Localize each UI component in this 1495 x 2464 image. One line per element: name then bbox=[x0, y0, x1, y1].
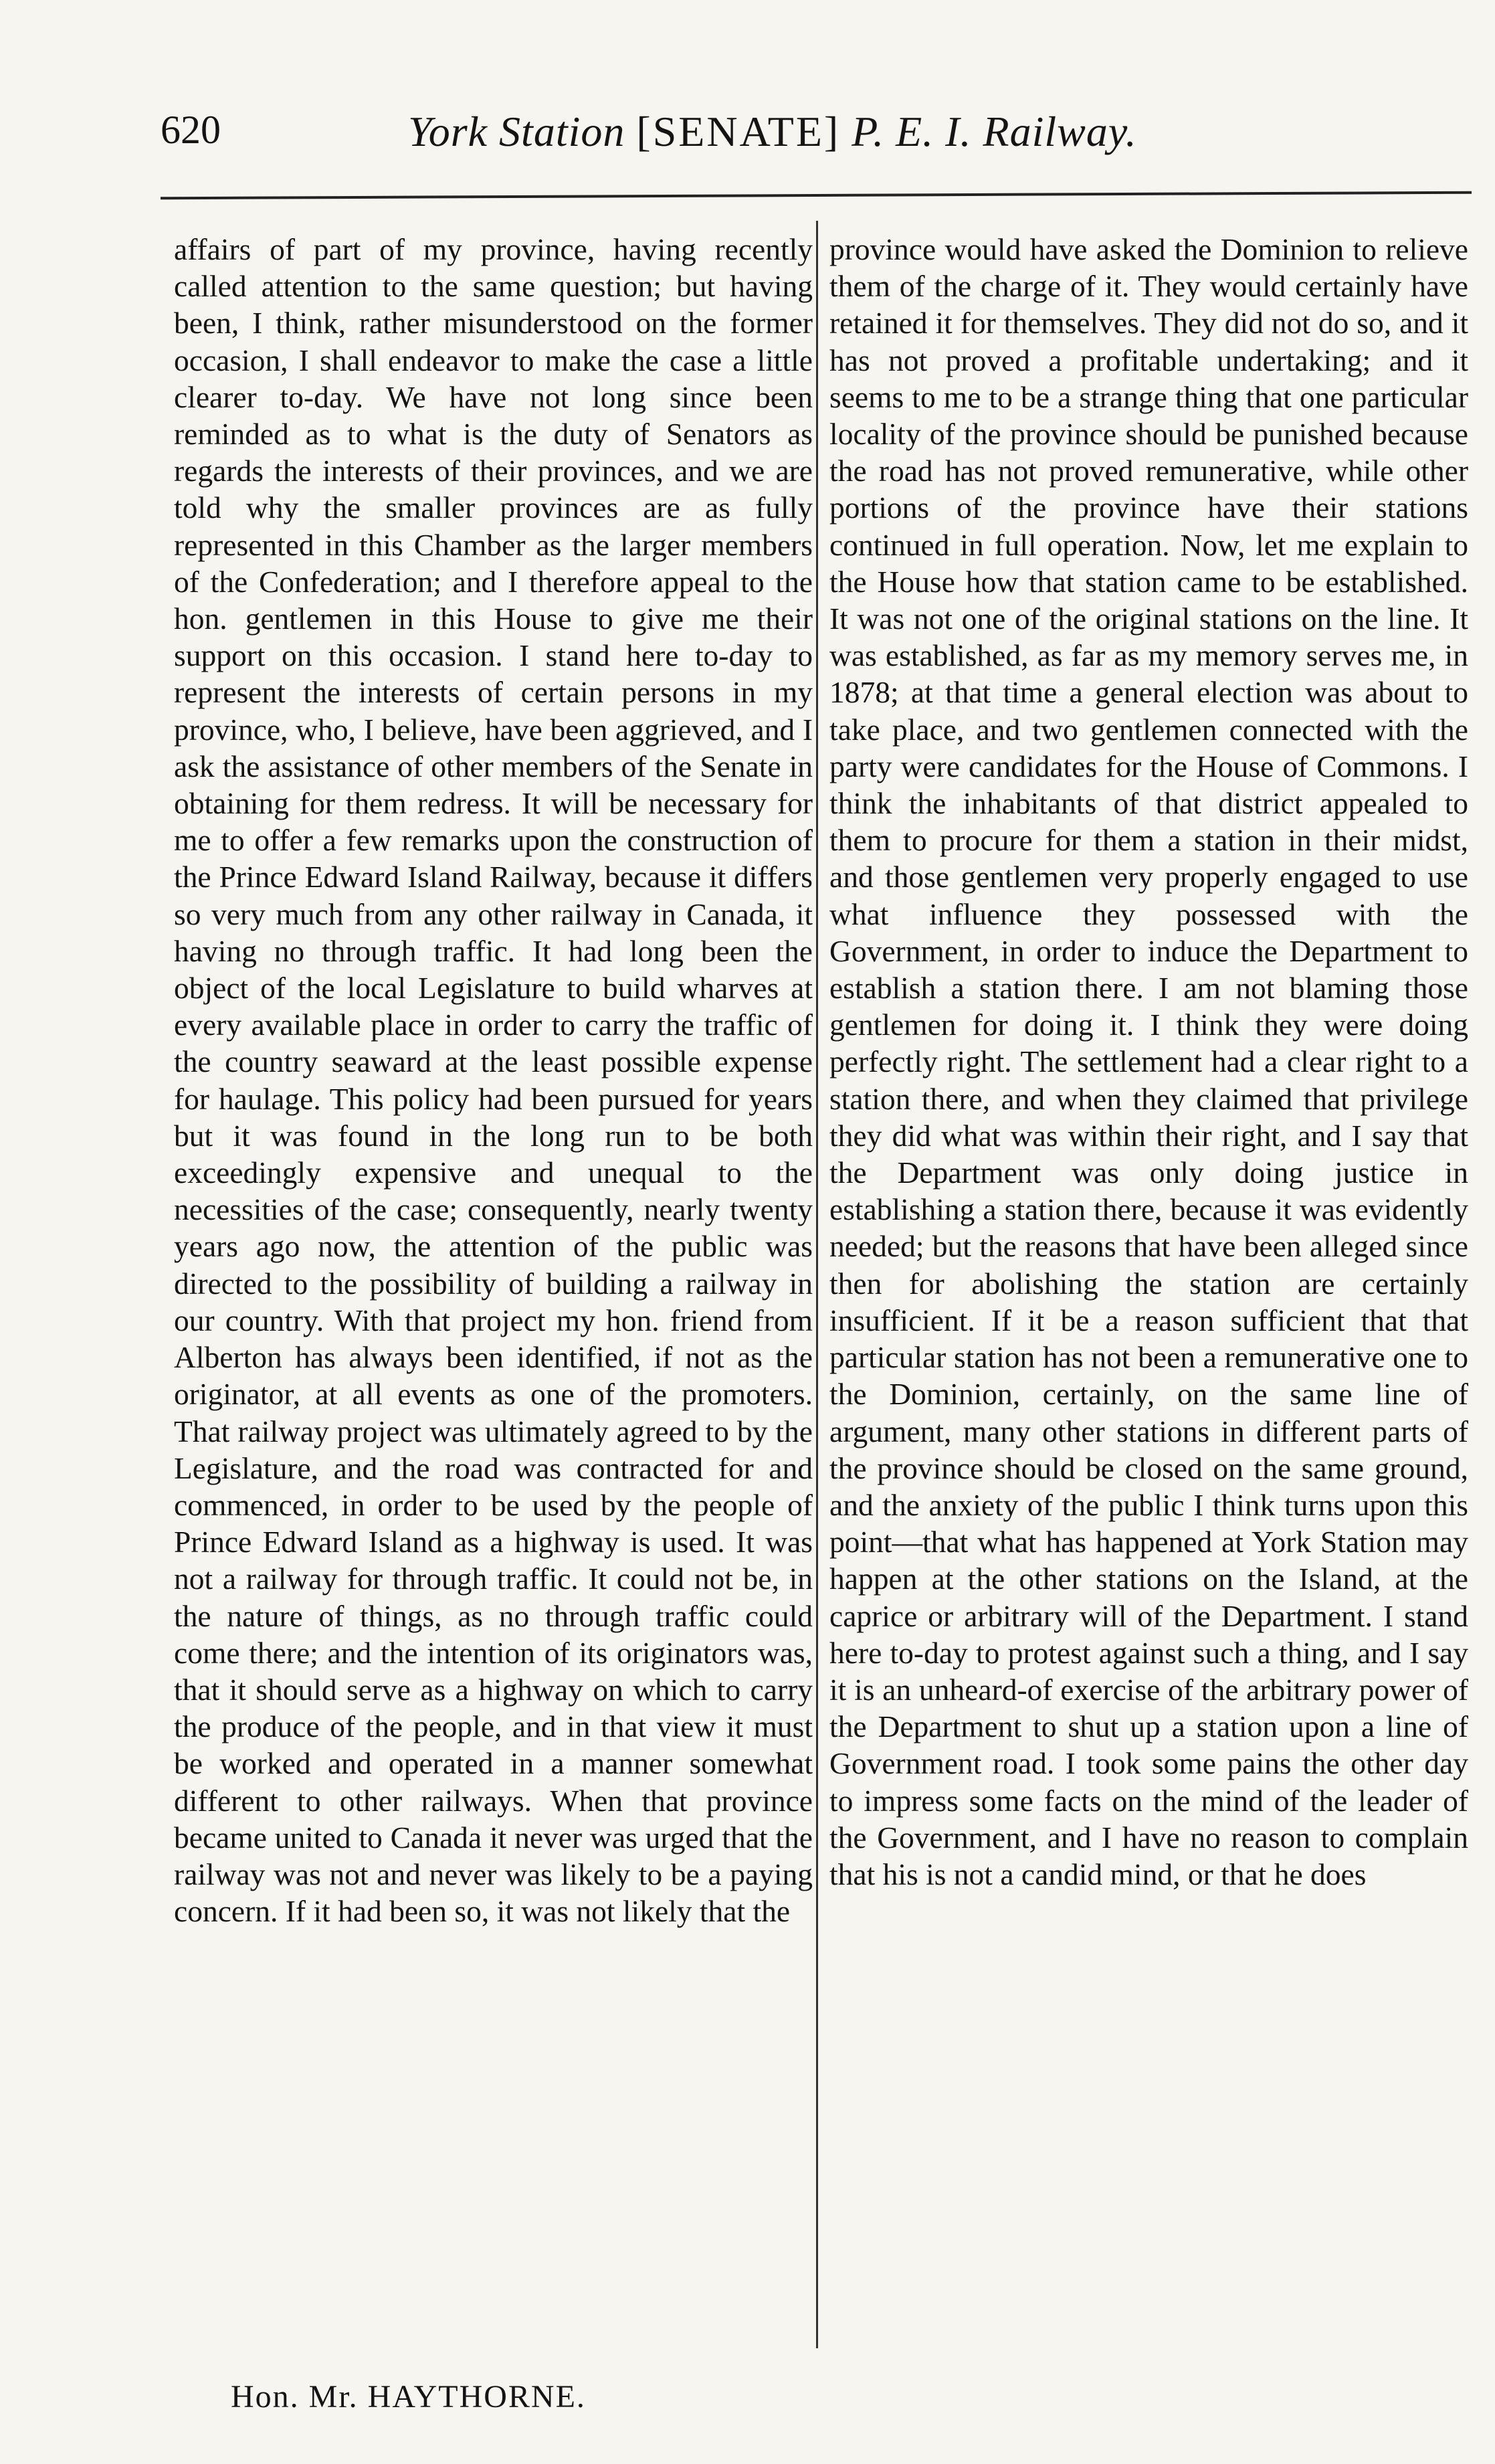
left-column-text: affairs of part of my province, having recently called attention to the same question; but having been, I think, rather misunderstood on the former occasion, I shall endeavor to make the case a little clearer to-day. We have not long since been reminded as to what is the duty of Senators as regards the interests of their provinces, and we are told why the smaller provinces are as fully represented in this Chamber as the larger members of the Confederation; and I therefore appeal to the hon. gentlemen in this House to give me their support on this occasion. I stand here to-day to represent the interests of certain persons in my province, who, I believe, have been aggrieved, and I ask the assistance of other members of the Senate in obtaining for them redress. It will be necessary for me to offer a few remarks upon the construction of the Prince Edward Island Railway, because it differs so very much from any other railway in Canada, it having no through traffic. It had long been the object of the local Legislature to build wharves at every available place in order to carry the traffic of the country seaward at the least possible expense for haulage. This policy had been pursued for years but it was found in the long run to be both exceedingly expensive and unequal to the necessities of the case; consequently, nearly twenty years ago now, the attention of the public was directed to the possibility of building a railway in our country. With that project my hon. friend from Alberton has always been identified, if not as the originator, at all events as one of the promoters. That railway project was ultimately agreed to by the Legislature, and the road was contracted for and commenced, in order to be used by the people of Prince Edward Island as a highway is used. It was not a railway for through traffic. It could not be, in the nature of things, as no through traffic could come there; and the intention of its originators was, that it should serve as a highway on which to carry the produce of the people, and in that view it must be worked and operated in a manner somewhat different to other railways. When that province became united to Canada it never was urged that the railway was not and never was likely to be a paying concern. If it had been so, it was not likely that the bbox=[174, 232, 813, 1929]
page-number: 620 bbox=[161, 108, 221, 152]
right-column-text: province would have asked the Dominion to relieve them of the charge of it. They would certainly have retained it for themselves. They did not do so, and it has not proved a profitable undertaking; and it seems to me to be a strange thing that one particular locality of the province should be punished because the road has not proved remunerative, while other portions of the province have their stations continued in full operation. Now, let me explain to the House how that station came to be established. It was not one of the original stations on the line. It was established, as far as my memory serves me, in 1878; at that time a general election was about to take place, and two gentlemen connected with the party were candidates for the House of Commons. I think the inhabitants of that district appealed to them to procure for them a station in their midst, and those gentlemen very properly engaged to use what influence they possessed with the Government, in order to induce the Department to establish a station there. I am not blaming those gentlemen for doing it. I think they were doing perfectly right. The settlement had a clear right to a station there, and when they claimed that privilege they did what was within their right, and I say that the Department was only doing justice in establishing a station there, because it was evidently needed; but the reasons that have been alleged since then for abolishing the station are certainly insufficient. If it be a reason sufficient that that particular station has not been a remunerative one to the Dominion, certainly, on the same line of argument, many other stations in different parts of the province should be closed on the same ground, and the anxiety of the public I think turns upon this point—that what has happened at York Station may happen at the other stations on the Island, at the caprice or arbitrary will of the Department. I stand here to-day to protest against such a thing, and I say it is an unheard-of exercise of the arbitrary power of the Department to shut up a station upon a line of Government road. I took some pains the other day to impress some facts on the mind of the leader of the Government, and I have no reason to complain that his is not a candid mind, or that he does bbox=[829, 232, 1468, 1891]
column-divider bbox=[816, 221, 818, 2348]
header-rule bbox=[161, 191, 1472, 200]
title-york-station: York Station bbox=[408, 108, 625, 155]
running-title bbox=[408, 107, 1137, 157]
speaker-footer: Hon. Mr. HAYTHORNE. bbox=[231, 2379, 586, 2414]
title-railway: P. E. I. Railway. bbox=[852, 108, 1137, 155]
running-header bbox=[161, 107, 1311, 174]
title-senate: [SENATE] bbox=[636, 108, 841, 155]
